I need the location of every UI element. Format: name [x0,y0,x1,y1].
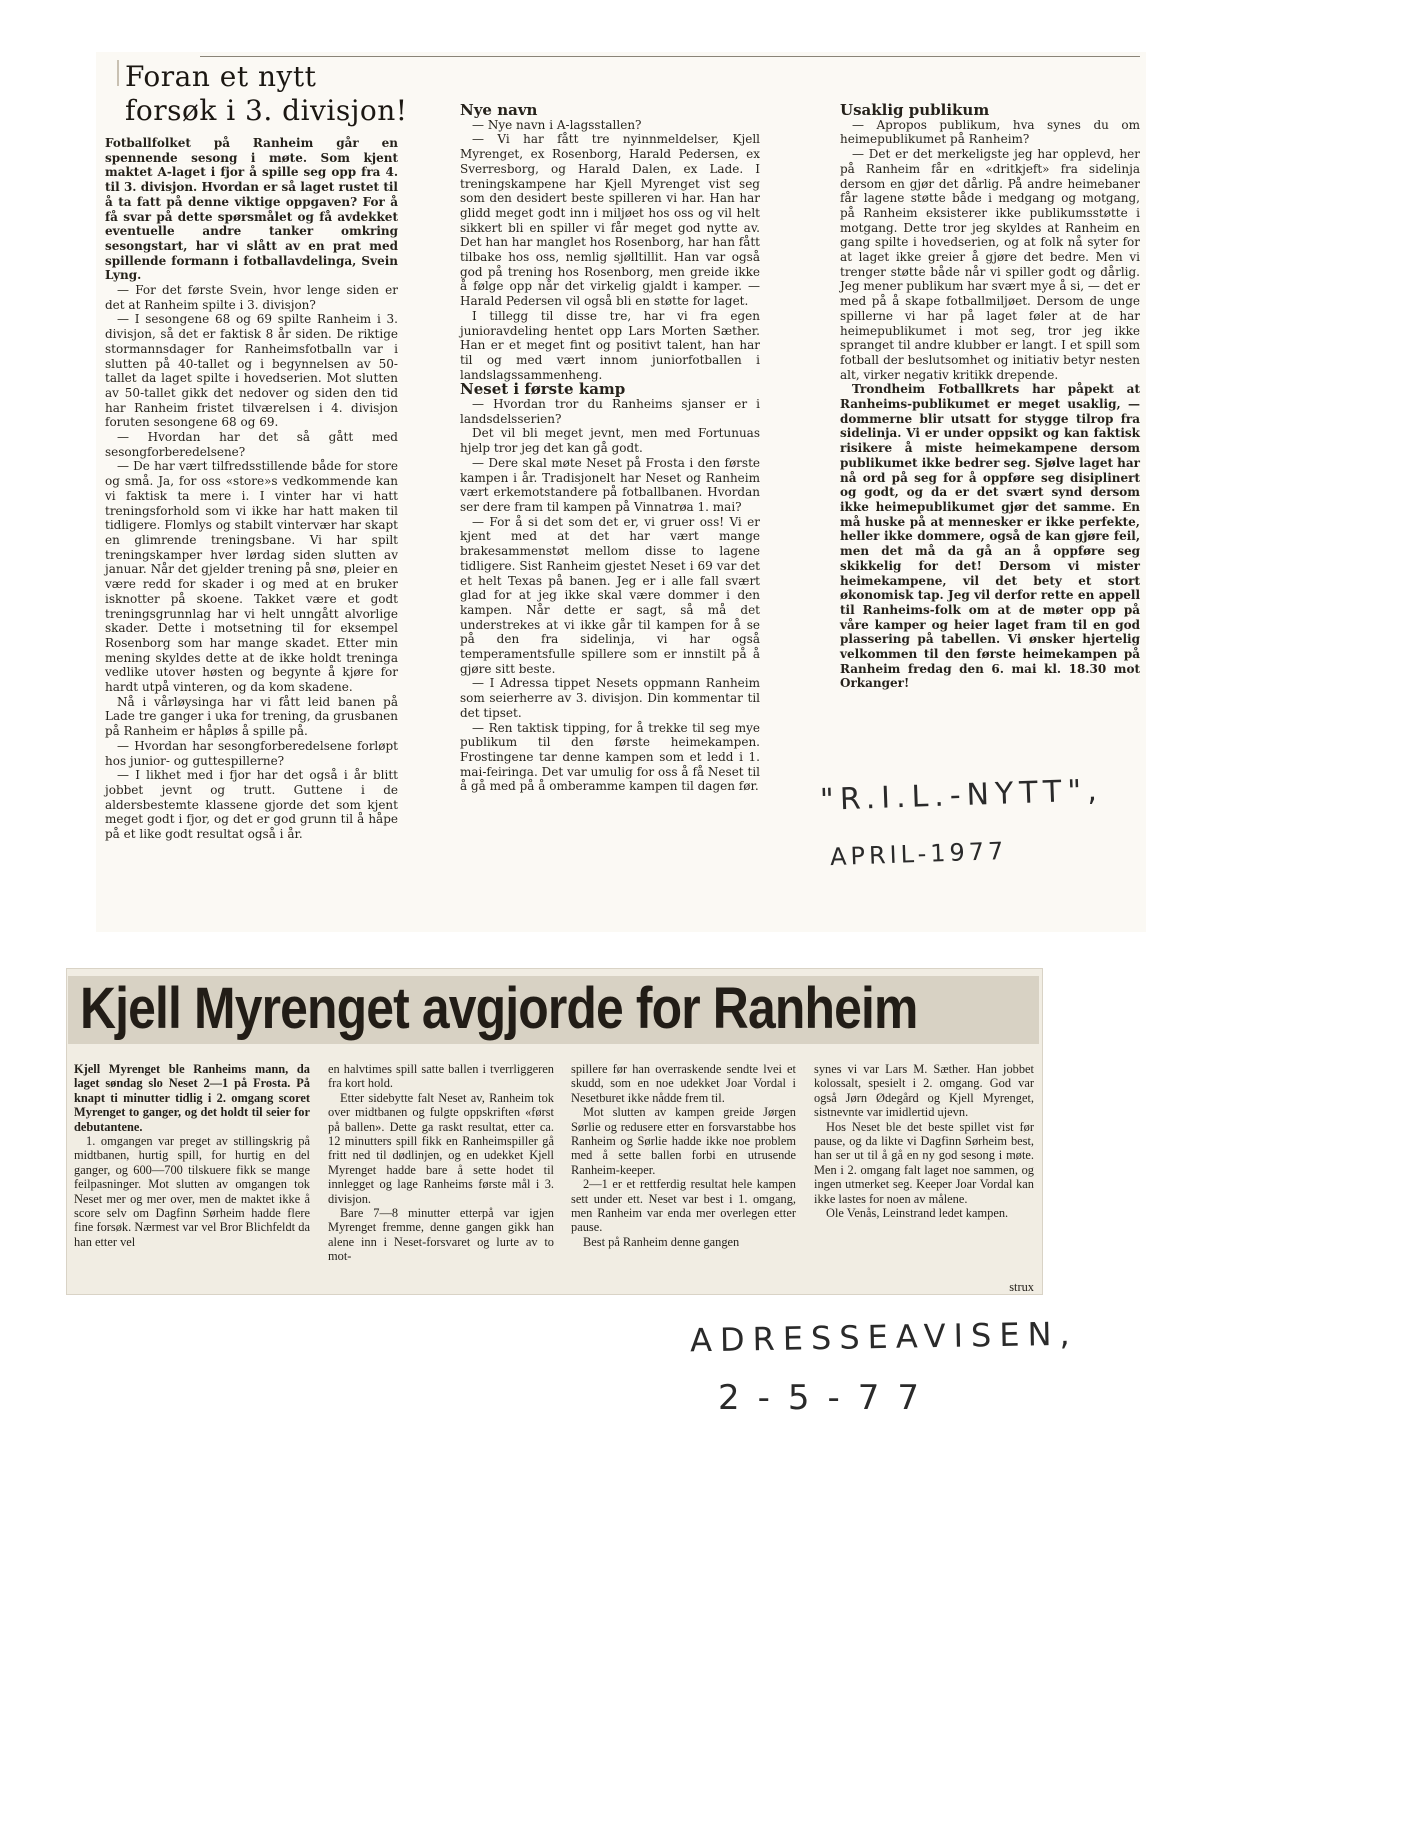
handwritten-source-1: "R.I.L.-NYTT", [819,773,1104,818]
paragraph: Etter sidebytte falt Neset av, Ranheim tok over midtbanen og fulgte oppskriften «først på ballen». Dette ga raskt resultat, etter ca. 12 minutters spill fikk en Ranheimspiller gå fritt ned til dødlinjen, og en udekket Kjell Myrenget hadde bare å sette hodet til innlegget og lage Ranheims første mål i 3. divisjon. [328,1090,554,1206]
clipping-2-column-3 [571,1062,796,1249]
paragraph: — I Adressa tippet Nesets oppmann Ranheim som seierherre av 3. divisjon. Din kommentar til det tipset. [460,676,760,720]
paragraph: synes vi var Lars M. Sæther. Han jobbet kolossalt, spesielt i 2. omgang. God var også Jørn Ødegård og Kjell Myrenget, sistnevnte var imidlertid ujevn. [814,1062,1034,1120]
clipping-2-signature: strux [1009,1280,1034,1294]
clipping-1-column-2 [460,103,760,794]
clipping-2-headline: Kjell Myrenget avgjorde for Ranheim [80,976,918,1041]
handwritten-date-1: APRIL-1977 [829,836,1008,872]
lead-paragraph: Kjell Myrenget ble Ranheims mann, da laget søndag slo Neset 2—1 på Frosta. På knapt ti minutter tidlig i 2. omgang scoret Myrenget to ganger, og det holdt til seier for debutantene. [74,1062,310,1134]
paragraph: 1. omgangen var preget av stillingskrig på midtbanen, hurtig spill, for hurtig en del ganger, og 600—700 tilskuere fikk se mange feilpasninger. Mot slutten av omgangen tok Neset mer og mer over, men de maktet ikke å score selv om Dagfinn Sørheim hadde flere fine forsøk. Nærmest var vel Bror Blichfeldt da han etter vel [74,1134,310,1249]
clipping-1-left-mark [117,60,119,86]
paragraph: — For det første Svein, hvor lenge siden er det at Ranheim spilte i 3. divisjon? [105,283,398,312]
paragraph: — Apropos publikum, hva synes du om heimepublikumet på Ranheim? [840,117,1140,147]
paragraph: Hos Neset ble det beste spillet vist før pause, og da likte vi Dagfinn Sørheim best, han ser ut til å gå en ny god sesong i møte. Men i 2. omgang falt laget noe sammen, og ingen utmerket seg. Keeper Joar Vordal kan ikke lastes for noen av målene. [814,1119,1034,1206]
paragraph: — I likhet med i fjor har det også i år blitt jobbet jevnt og trutt. Guttene i de aldersbestemte klassene gjorde det som kjent meget godt i fjor, og det er god grunn til å håpe på et like godt resultat også i år. [105,768,398,842]
paragraph: Det vil bli meget jevnt, men med Fortunuas hjelp tror jeg det kan gå godt. [460,426,760,456]
clipping-2-column-4 [814,1062,1034,1220]
paragraph: Nå i vårløysinga har vi fått leid banen på Lade tre ganger i uka for trening, da grusbanen på Ranheim er håpløs å spille på. [105,694,398,739]
handwritten-source-2: ADRESSEAVISEN, [689,1314,1078,1360]
handwritten-date-2: 2-5-77 [718,1378,938,1418]
paragraph: — Hvordan tror du Ranheims sjanser er i landsdelsserien? [460,397,760,426]
clipping-1-column-1 [105,136,398,842]
subheading: Usaklig publikum [840,101,990,119]
paragraph: en halvtimes spill satte ballen i tverrliggeren fra kort hold. [328,1062,554,1091]
paragraph: I tillegg til disse tre, har vi fra egen junioravdeling hentet opp Lars Morten Sæther. Han er et meget fint og positivt talent, han har til og med vært innom juniorfotballen i landslagssammenheng. [460,308,760,382]
paragraph: 2—1 er et rettferdig resultat hele kampen sett under ett. Neset var best i 1. omgang, men Ranheim var enda mer overlegen etter pause. [571,1177,796,1235]
paragraph: — Nye navn i A-lagsstallen? [472,117,642,132]
clipping-1-column-3 [840,103,1140,691]
paragraph: — For å si det som det er, vi gruer oss! Vi er kjent med at det har vært mange brakesammenstøt mellom disse to lagene tidligere. Sist Ranheim gjestet Neset i 69 var det et helt Texas på banen. Jeg er i alle fall svært glad for at jeg ikke skal være dommer i den kampen. Når dette er sagt, så må det understrekes at vi ikke går til kampen for å se på den fra sidelinja, vi har også temperamentsfulle spillere som er innstilt på å gjøre sitt beste. [460,514,760,676]
paragraph: — De har vært tilfredsstillende både for store og små. Ja, for oss «store»s vedkommende kan vi faktisk ta mere i. I vinter har vi hatt treningsforhold som vi ikke har hatt maken til tidligere. Flomlys og stabilt vintervær har skapt en glimrende treningsbane. Vi har spilt treningskamper hver lørdag siden slutten av januar. Når det gjelder trening på snø, pleier en være redd for skader i og med at en bruker isknotter på skoene. Takket være et godt treningsgrunnlag har vi helt unngått alvorlige skader. Dette i motsetning til for eksempel Rosenborg som har mange skadet. Etter min mening skyldes dette at de ikke holdt treninga vedlike utover høsten og begynte å kjøre for hardt utpå vinteren, og da kom skadene. [105,459,398,695]
clipping-1-top-rule [200,56,1140,57]
paragraph: — Det er det merkeligste jeg har opplevd, her på Ranheim får en «dritkjeft» fra sidelinja dersom en gjør det dårlig. På andre heimebaner får lagene støtte både i medgang og motgang, på Ranheim eksisterer ikke publikumsstøtte i motgang. Dette tror jeg skyldes at Ranheim en gang spilte i hovedserien, og at folk nå syter for at laget ikke greier å gjøre det bedre. Men vi trenger støtte både når vi spiller godt og dårlig. Jeg mener publikum har svært mye å si, — det er med på å skape fotballmiljøet. Dersom de unge spillerne vi har på laget føler at de har heimepublikumet i mot seg, tror jeg ikke spranget til andre klubber er langt. I et spill som fotball der beslutsomhet og initiativ betyr nesten alt, virker negativ kritikk drepende. [840,147,1140,382]
paragraph: Best på Ranheim denne gangen [583,1234,740,1249]
paragraph: — Hvordan har det så gått med sesongforberedelsene? [105,430,398,459]
paragraph: — Hvordan har sesongforberedelsene forløpt hos junior- og guttespillerne? [105,738,398,768]
paragraph: — Vi har fått tre nyinnmeldelser, Kjell Myrenget, ex Rosenborg, Harald Pedersen, ex Sverresborg, og Harald Dalen, ex Lade. I treningskampene har Kjell Myrenget vist seg som den desidert beste spilleren vi har. Han har glidd meget godt inn i miljøet hos oss og vil helt sikkert bli en spiller vi får meget god nytte av. Det han har manglet hos Rosenborg, har han fått tilbake hos oss, nemlig sjølltillit. Han var også god på trening hos Rosenborg, men greide ikke å følge opp når det virkelig gjaldt i kamper. — Harald Pedersen vil også bli en støtte for laget. [460,132,760,309]
subheading: Nye navn [460,101,538,119]
bold-paragraph: Trondheim Fotballkrets har påpekt at Ranheims-publikumet er meget usaklig, — dommerne blir utsatt for stygge tilrop fra sidelinja. Vi er under oppsikt og kan faktisk risikere å miste heimekampene dersom publikumet ikke bedrer seg. Sjølve laget har nå ord på seg for å oppføre seg disiplinert og godt, og da er det svært synd dersom ikke heimepublikumet gjør det samme. En må huske på at mennesker er ikke perfekte, heller ikke dommere, også de kan gjøre feil, men det må da gå an å oppføre seg skikkelig for det! Dersom vi mister heimekampene, vil det bety et stort økonomisk tap. Jeg vil derfor rette en appell til Ranheims-folk om at de møter opp på våre kamper og heier laget fram til en god plassering på tabellen. Vi ønsker hjertelig velkommen til den første heimekampen på Ranheim fredag den 6. mai kl. 18.30 mot Orkanger! [840,382,1140,691]
paragraph: Mot slutten av kampen greide Jørgen Sørlie og redusere etter en forsvarstabbe hos Ranheim og Sørlie hadde ikke noe problem med å sette ballen forbi en utrusende Ranheim-keeper. [571,1105,796,1177]
paragraph: — I sesongene 68 og 69 spilte Ranheim i 3. divisjon, så det er faktisk 8 år siden. De riktige stormannsdager for Ranheimsfotballn var i slutten på 40-tallet og i begynnelsen av 50-tallet da laget spilte i hovedserien. Mot slutten av 50-tallet gikk det nedover og siden den tid har Ranheim fristet tilværelsen i 4. divisjon foruten sesongene 68 og 69. [105,312,398,430]
paragraph: Ole Venås, Leinstrand ledet kampen. [826,1206,1009,1221]
lead-paragraph: Fotballfolket på Ranheim går en spennende sesong i møte. Som kjent maktet A-laget i fjor å spille seg opp fra 4. til 3. divisjon. Hvordan er så laget rustet til å ta fatt på denne viktige oppgaven? For å få svar på dette spørsmålet og få avdekket eventuelle andre tanker omkring sesongstart, har vi slått av en prat med spillende formann i fotballavdelinga, Svein Lyng. [105,136,398,283]
paragraph: spillere før han overraskende sendte lvei et skudd, som en noe udekket Joar Vordal i Nesetburet ikke nådde frem til. [571,1062,796,1105]
paragraph: Bare 7—8 minutter etterpå var igjen Myrenget fremme, denne gangen gikk han alene inn i Neset-forsvaret og lurte av to mot- [328,1206,554,1264]
clipping-2-column-1 [74,1062,310,1249]
clipping-1-headline: Foran et nytt forsøk i 3. divisjon! [125,60,408,127]
clipping-2-column-2 [328,1062,554,1264]
paragraph: — Ren taktisk tipping, for å trekke til seg mye publikum til den første heimekampen. Frostingene tar denne kampen som et ledd i 1. mai-feiringa. Det var umulig for oss å få Neset til å gå med på å omberamme kampen til dagen før. [460,720,760,794]
subheading: Neset i første kamp [460,380,626,399]
paragraph: — Dere skal møte Neset på Frosta i den første kampen i år. Tradisjonelt har Neset og Ranheim vært erkemotstandere på fotballbanen. Hvordan ser dere fram til kampen på Vinnatrøa 1. mai? [460,455,760,514]
